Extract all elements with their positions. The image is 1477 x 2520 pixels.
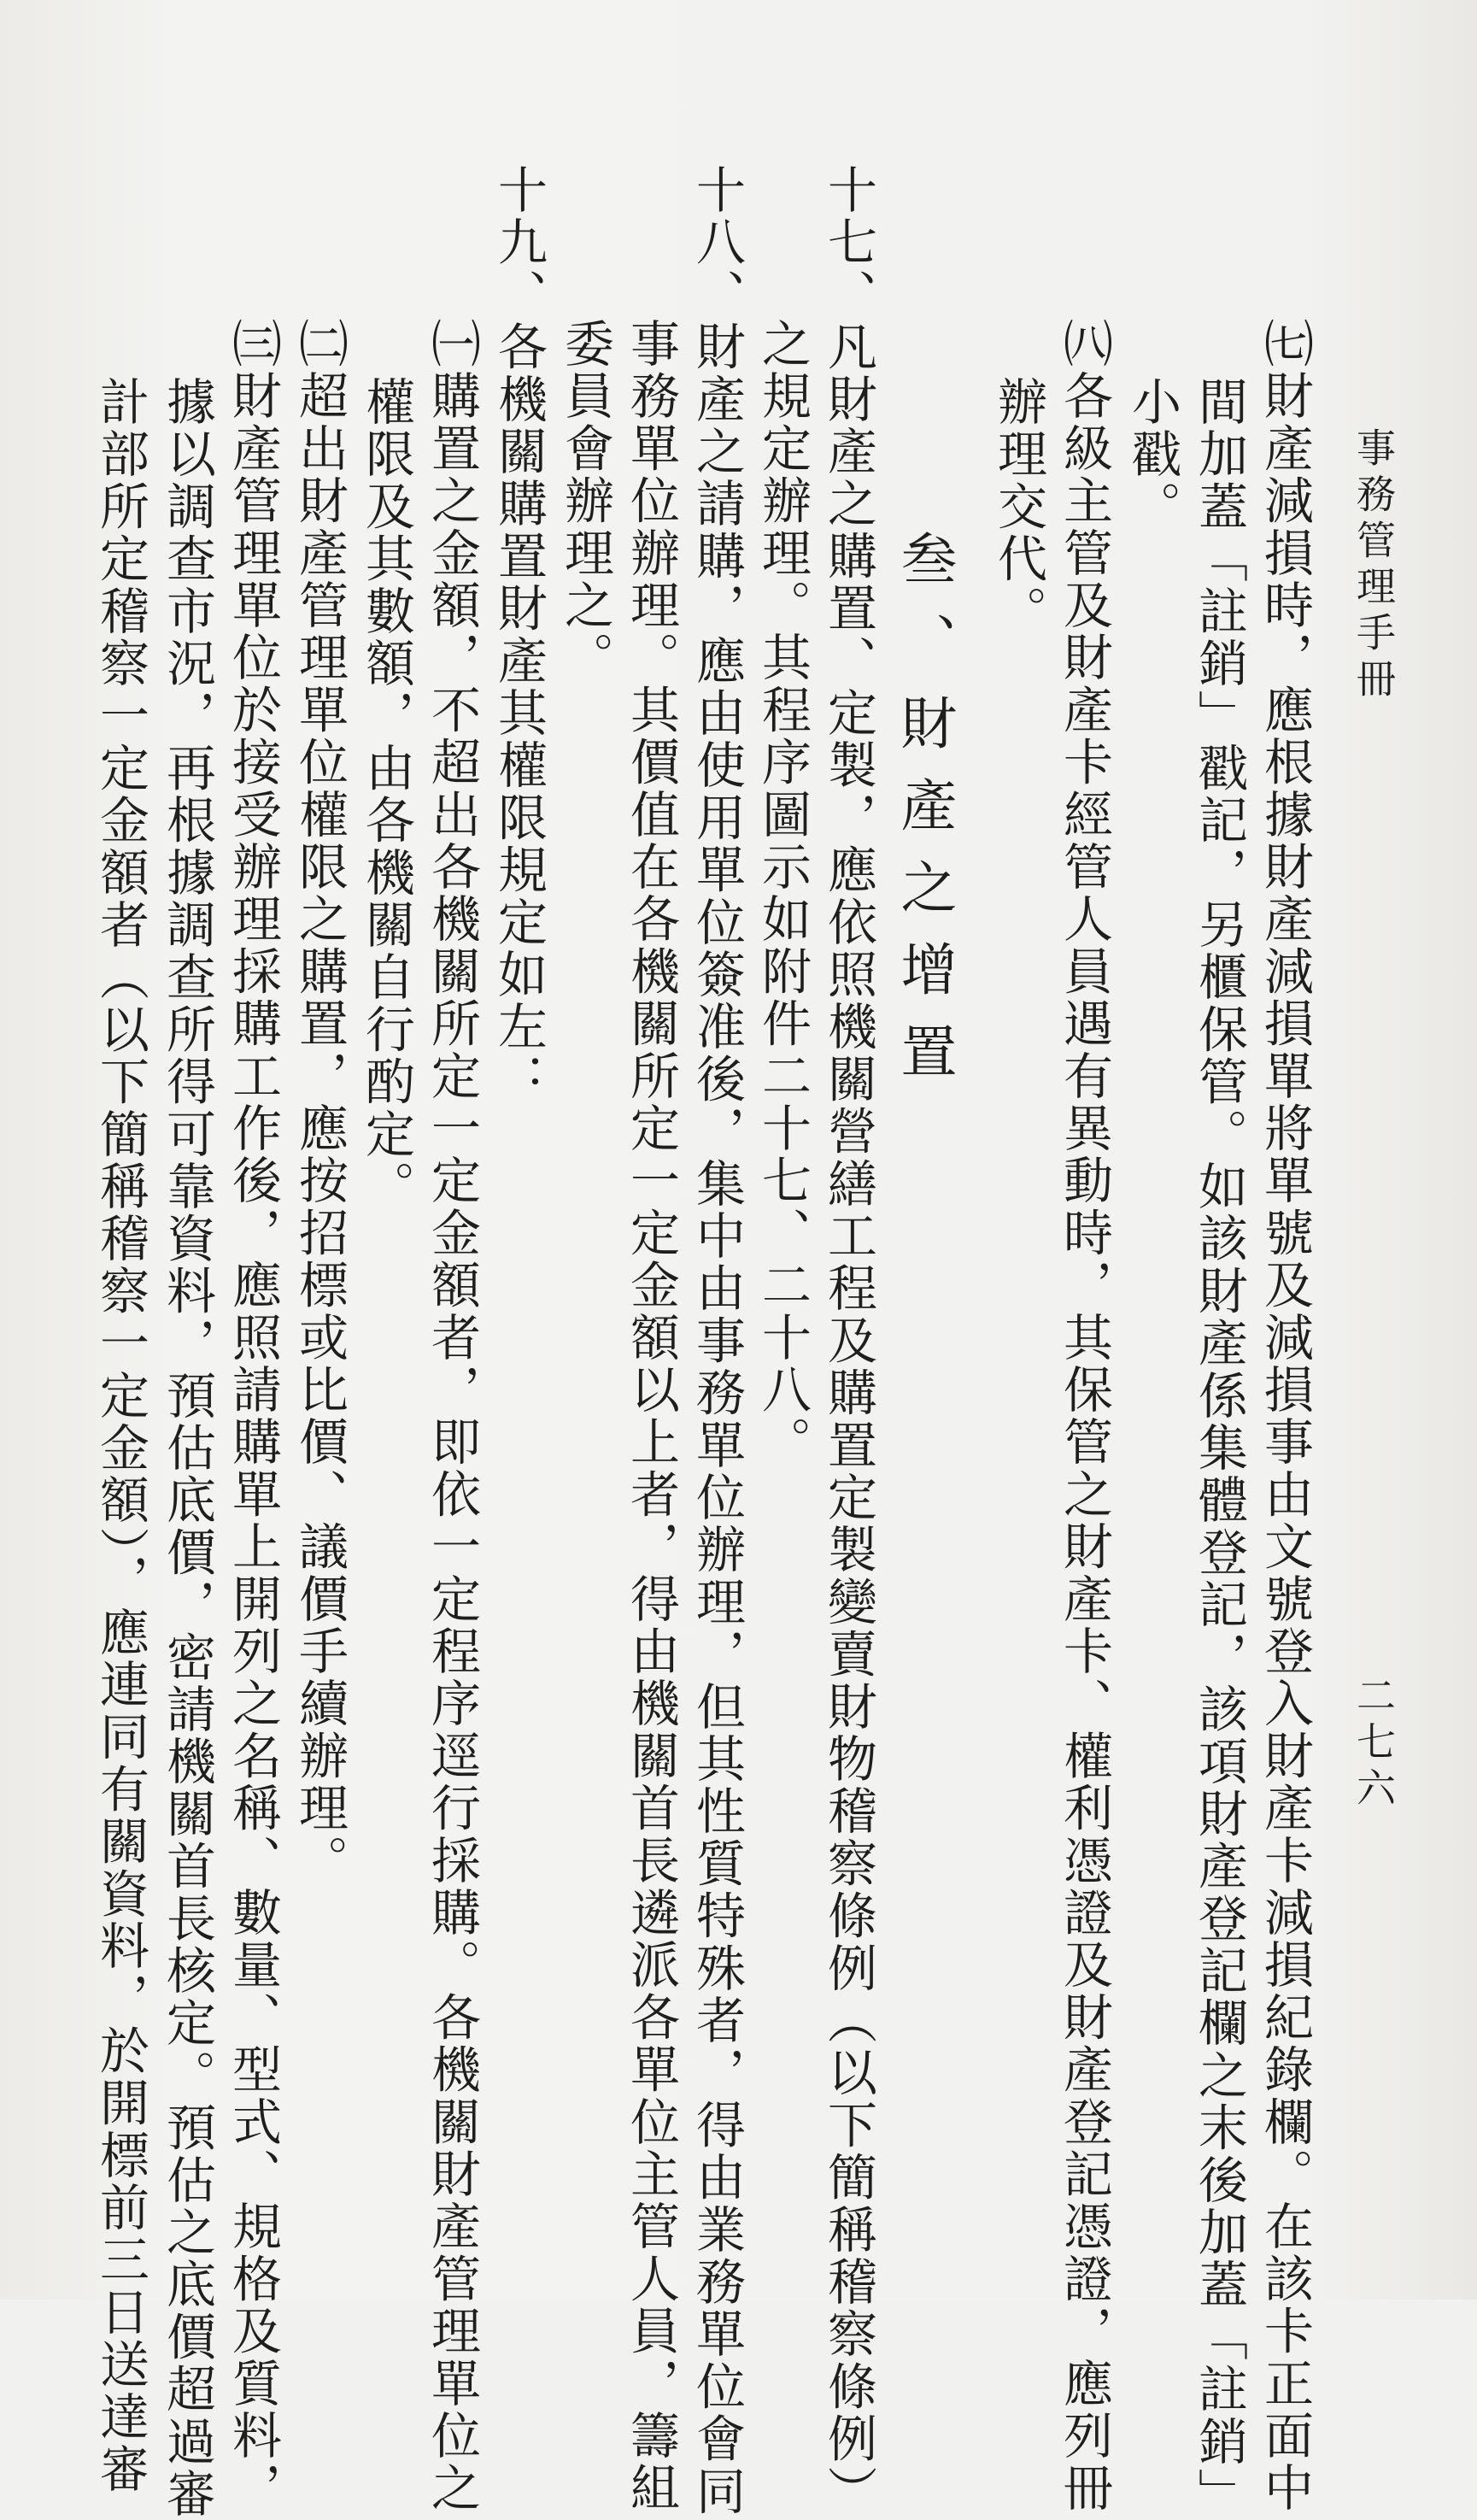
- section-heading: 叁、財產之增置: [891, 530, 957, 1104]
- running-title: 事務管理手冊: [1351, 427, 1397, 704]
- text-column: ㈠購置之金額，不超出各機關所定一定金額者，即依一定程序逕行採購。各機關財產管理單位之: [423, 318, 481, 2515]
- text-column: 權限及其數額，由各機關自行酌定。: [357, 376, 415, 1213]
- text-column: 事務單位辦理。其價值在各機關所定一定金額以上者，得由機關首長遴派各單位主管人員，籌組: [622, 318, 680, 2515]
- text-column: 間加蓋「註銷」戳記，另櫃保管。如該財產係集體登記，該項財產登記欄之末後加蓋「註銷」: [1190, 376, 1248, 2520]
- text-column: ㈧各級主管及財產卡經管人員遇有異動時，其保管之財產卡、權利憑證及財產登記憑證，應列冊: [1055, 318, 1113, 2515]
- text-column: ㈢財產管理單位於接受辦理採購工作後，應照請購單上開列之名稱、數量、型式、規格及質料，: [224, 318, 282, 2515]
- text-column: 辦理交代。: [989, 376, 1047, 637]
- text-column: 委員會辦理之。: [556, 318, 614, 684]
- text-column: 十八、財產之請購，應由使用單位簽准後，集中由事務單位辦理，但其性質特殊者，得由業務單位會同: [688, 164, 746, 2517]
- text-column: 小戳。: [1123, 376, 1181, 533]
- text-column: ㈡超出財產管理單位權限之購置，應按招標或比價、議價手續辦理。: [290, 318, 349, 1887]
- text-column: 計部所定稽察一定金額者（以下簡稱稽察一定金額），應連同有關資料，於開標前三日送達審: [91, 376, 149, 2496]
- page-number: 二七六: [1351, 1675, 1397, 1813]
- text-column: ㈦財產減損時，應根據財產減損單將單號及減損事由文號登入財產卡減損紀錄欄。在該卡正面中: [1256, 318, 1314, 2515]
- text-column: 據以調查市況，再根據調查所得可靠資料，預估底價，密請機關首長核定。預估之底價超過審: [158, 376, 216, 2520]
- text-column: 之規定辦理。其程序圖示如附件二十七、二十八。: [753, 318, 812, 1469]
- text-column: 十九、各機關購置財產其權限規定如左：: [489, 164, 548, 1106]
- text-column: 十七、凡財產之購置、定製，應依照機關營繕工程及購置定製變賣財物稽察條例（以下簡稱稽察條例）: [819, 164, 877, 2517]
